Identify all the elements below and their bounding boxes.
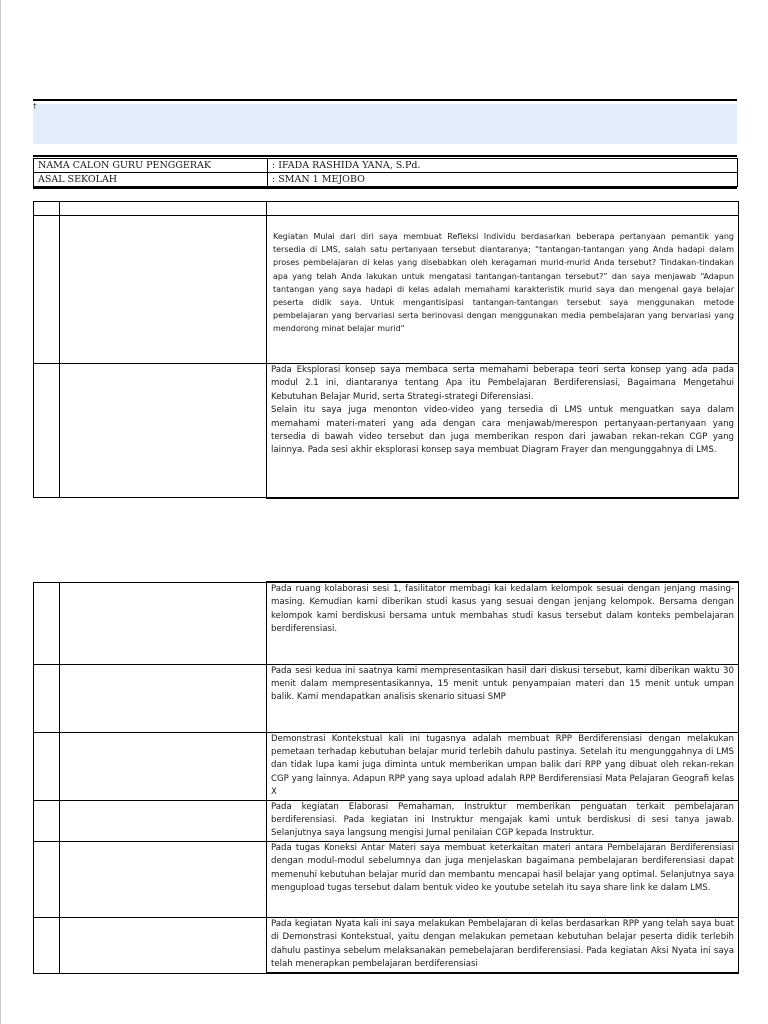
table-cell (34, 841, 60, 917)
school-value: : SMAN 1 MEJOBO (268, 173, 738, 187)
table-cell (60, 582, 267, 664)
identity-bottom-rule (33, 187, 737, 189)
table-row (34, 800, 739, 841)
activity-demonstrasi-kontekstual: Demonstrasi Kontekstual kali ini tugasnya adalah membuat RPP Berdiferensiasi dengan melakukan pemetaan terhadap kebutuhan belajar murid terlebih dahulu pastinya. Setelah itu mengunggahnya di LMS dan tidak lupa kami juga diminta untuk memberikan umpan balik dari RPP yang dibuat oleh rekan-rekan CGP yang lainnya. Adapun RPP yang saya upload adalah RPP Berdiferensiasi Mata Pelajaran Geografi kelas X (271, 733, 734, 798)
header-top-rule (33, 99, 737, 101)
table-cell (60, 216, 267, 364)
table-row (34, 216, 739, 364)
table-header-row (34, 202, 739, 216)
table-cell (34, 664, 60, 732)
identity-row-name (34, 159, 738, 173)
activity-mulai-dari-diri: Kegiatan Mulai dari diri saya membuat Refleksi Individu berdasarkan beberapa pertanyaan pemantik yang tersedia di LMS, salah satu pertanyaan tersebut diantaranya; “tantangan-tantangan yang Anda hadapi dalam proses pembelajaran di kelas yang disebabkan oleh keragaman murid-murid Anda tersebut? Tindakan-tindakan apa yang telah Anda lakukan untuk mengatasi tantangan-tantangan tersebut?” dan saya menjawab “Adapun tantangan yang saya hadapi di kelas adalah memahami karakteristik murid saya dan mengenal gaya belajar peserta didik saya. Untuk mengantisipasi tantangan-tantangan tersebut saya menggunakan metode pembelajaran yang bervariasi serta berinovasi dengan menggunakan media pembelajaran yang bervariasi yang mendorong minat belajar murid“ (273, 232, 734, 334)
activity-ruang-kolaborasi-2: Pada sesi kedua ini saatnya kami mempresentasikan hasil dari diskusi tersebut, kami diberikan waktu 30 menit dalam mempresentasikannya, 15 menit untuk penyampaian materi dan 15 menit untuk umpan balik. Kami mendapatkan analisis skenario situasi SMP (271, 665, 734, 703)
table-row (34, 732, 739, 800)
table-cell (267, 364, 739, 498)
identity-row-school (34, 173, 738, 187)
activity-aksi-nyata: Pada kegiatan Nyata kali ini saya melakukan Pembelajaran di kelas berdasarkan RPP yang telah saya buat di Demonstrasi Kontekstual, yaitu dengan melakukan pemetaan kebutuhan belajar peserta didik terlebih dahulu pastinya sebelum melaksanakan pemebelajaran berdiferensiasi. Pada kegiatan Aksi Nyata ini saya telah menerapkan pembelajaran berdiferensiasi (271, 918, 734, 969)
table-cell (60, 917, 267, 973)
table-cell (34, 800, 60, 841)
table-cell (267, 216, 739, 364)
table-cell (60, 202, 267, 216)
header-band (33, 104, 737, 144)
table-cell (34, 582, 60, 664)
name-value: : IFADA RASHIDA YANA, S.Pd. (268, 159, 738, 173)
school-label: ASAL SEKOLAH (34, 173, 268, 187)
table-cell (34, 364, 60, 498)
activity-ruang-kolaborasi-1: Pada ruang kolaborasi sesi 1, fasilitator membagi kai kedalam kelompok sesuai dengan jenjang masing-masing. Kemudian kami diberikan studi kasus yang sesuai dengan jenjang kelompok. Bersama dengan kelompok kami berdiskusi bersama untuk membahas studi kasus tersebut dalam konteks pembelajaran berdiferensiasi. (271, 584, 734, 635)
table-cell (60, 664, 267, 732)
activity-eksplorasi-konsep: Pada Eksplorasi konsep saya membaca serta memahami beberapa teori serta konsep yang ada pada modul 2.1 ini, diantaranya tentang Apa itu Pembelajaran Berdiferensiasi, Bagaimana Mengetahui Kebutuhan Belajar Murid, serta Strategi-strategi Diferensiasi. Selain itu saya juga menonton video-video yang tersedia di LMS untuk menguatkan saya dalam memahami materi-materi yang ada dengan cara menjawab/merespon pertanyaan-pertanyaan yang tersedia di bawah video tersebut dan juga memberikan respon dari jawaban rekan-rekan CGP yang lainnya. Pada sesi akhir eksplorasi konsep saya membuat Diagram Frayer dan mengunggahnya di LMS. (271, 365, 734, 456)
table-cell (60, 364, 267, 498)
table-cell (34, 216, 60, 364)
table-row (34, 582, 739, 664)
table-cell (267, 582, 739, 664)
activity-koneksi-antar-materi: Pada tugas Koneksi Antar Materi saya membuat keterkaitan materi antara Pembelajaran Berdiferensiasi dengan modul-modul sebelumnya dan juga menjelaskan bagaimana pembelajaran berdiferensiasi dapat memenuhi kebutuhan belajar murid dan membantu mencapai hasil belajar yang optimal. Selanjutnya saya mengupload tugas tersebut dalam bentuk video ke youtube setelah itu saya share link ke dalam LMS. (271, 842, 734, 893)
table-cell (267, 202, 739, 216)
table-cell (60, 800, 267, 841)
table-row (34, 917, 739, 973)
table-cell (267, 841, 739, 917)
name-label: NAMA CALON GURU PENGGERAK (34, 159, 268, 173)
table-cell (34, 917, 60, 973)
activity-table-1 (33, 201, 739, 499)
page-left-border (0, 0, 1, 1024)
activity-table-2 (33, 581, 739, 974)
table-cell (267, 800, 739, 841)
table-cell (34, 202, 60, 216)
header-bottom-rule (33, 155, 737, 157)
table-cell (60, 732, 267, 800)
identity-table (33, 158, 738, 187)
activity-elaborasi-pemahaman: Pada kegiatan Elaborasi Pemahaman, Instruktur memberikan penguatan terkait pembelajaran berdiferensiasi. Pada kegiatan ini Instruktur mengajak kami untuk berdiskusi di sesi tanya jawab. Selanjutnya saya langsung mengisi Jurnal penilaian CGP kepada Instruktur. (271, 801, 734, 839)
table-row (34, 841, 739, 917)
table-row (34, 664, 739, 732)
table-cell (34, 732, 60, 800)
table-cell (267, 917, 739, 973)
table-cell (60, 841, 267, 917)
header-mark: † (33, 102, 37, 110)
table-cell (267, 664, 739, 732)
table-row (34, 364, 739, 498)
table-cell (267, 732, 739, 800)
